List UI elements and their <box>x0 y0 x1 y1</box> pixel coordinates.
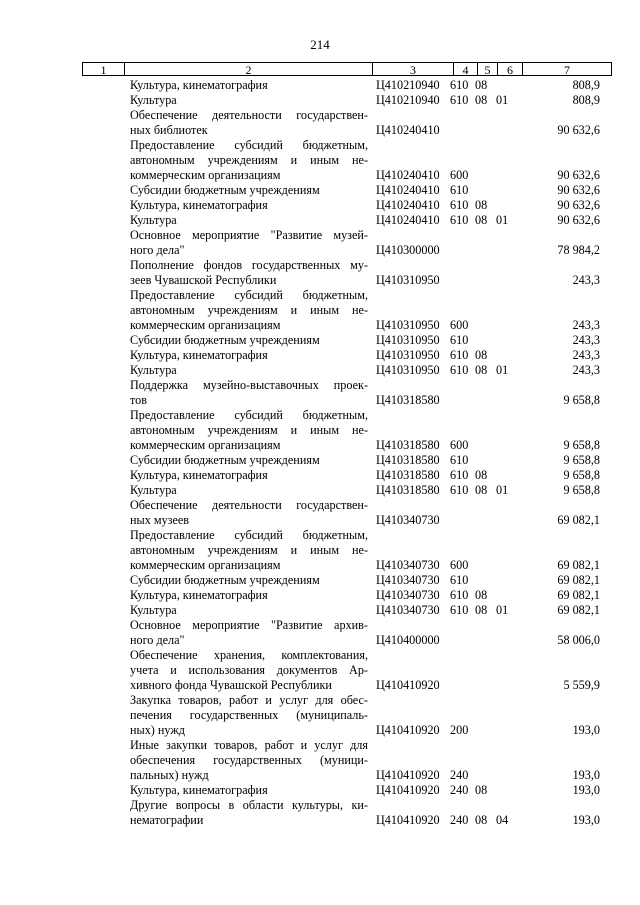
header-col-7: 7 <box>564 63 570 77</box>
row-col-6: 01 <box>496 363 509 377</box>
table-row <box>82 183 612 198</box>
row-code: Ц410410920 <box>376 783 440 797</box>
row-name-line: автономным учреждениям и иным не- <box>130 423 368 437</box>
row-sum: 5 559,9 <box>563 678 600 692</box>
row-sum: 58 006,0 <box>557 633 600 647</box>
row-col-5: 08 <box>475 78 488 92</box>
row-col-5: 08 <box>475 363 488 377</box>
row-code: Ц410318580 <box>376 483 440 497</box>
row-name-line: зеев Чувашской Республики <box>130 273 277 287</box>
row-col-4: 610 <box>450 198 469 212</box>
table-row <box>82 258 612 288</box>
row-name-line: ных) нужд <box>130 723 185 737</box>
row-sum: 9 658,8 <box>563 453 600 467</box>
row-name <box>130 648 368 693</box>
row-sum: 69 082,1 <box>557 558 600 572</box>
row-col-5: 08 <box>475 348 488 362</box>
row-name-line: ного дела" <box>130 633 185 647</box>
row-col-4: 610 <box>450 483 469 497</box>
row-name <box>130 528 368 573</box>
row-col-6: 01 <box>496 483 509 497</box>
row-name <box>130 498 368 528</box>
row-col-4: 610 <box>450 363 469 377</box>
table-row <box>82 333 612 348</box>
row-sum: 9 658,8 <box>563 483 600 497</box>
row-sum: 193,0 <box>572 723 600 737</box>
row-sum: 243,3 <box>572 333 600 347</box>
table-row <box>82 648 612 693</box>
table-row <box>82 783 612 798</box>
row-name-line: коммерческим организациям <box>130 438 281 452</box>
row-sum: 243,3 <box>572 273 600 287</box>
row-name-line: Другие вопросы в области культуры, ки- <box>130 798 368 812</box>
table-row <box>82 138 612 183</box>
row-name-line: ных библиотек <box>130 123 208 137</box>
row-code: Ц410300000 <box>376 243 440 257</box>
row-name-line: Поддержка музейно-выставочных проек- <box>130 378 368 392</box>
row-sum: 69 082,1 <box>557 603 600 617</box>
table-row <box>82 603 612 618</box>
row-name <box>130 378 368 408</box>
row-name <box>130 453 368 468</box>
row-name-line: коммерческим организациям <box>130 318 281 332</box>
row-name <box>130 138 368 183</box>
row-name-line: Субсидии бюджетным учреждениям <box>130 453 320 467</box>
row-col-4: 240 <box>450 813 469 827</box>
row-sum: 69 082,1 <box>557 513 600 527</box>
row-code: Ц410210940 <box>376 78 440 92</box>
row-name-line: Субсидии бюджетным учреждениям <box>130 183 320 197</box>
row-name-line: Культура <box>130 93 177 107</box>
row-name-line: Обеспечение деятельности государствен- <box>130 498 368 512</box>
row-name-line: Предоставление субсидий бюджетным, <box>130 528 368 542</box>
row-sum: 193,0 <box>572 768 600 782</box>
header-col-6: 6 <box>498 63 523 75</box>
row-name-line: тов <box>130 393 148 407</box>
table-row <box>82 618 612 648</box>
row-name <box>130 213 368 228</box>
row-name-line: автономным учреждениям и иным не- <box>130 303 368 317</box>
row-sum: 69 082,1 <box>557 573 600 587</box>
row-sum: 69 082,1 <box>557 588 600 602</box>
header-col-2: 2 <box>125 63 373 75</box>
row-code: Ц410240410 <box>376 183 440 197</box>
row-sum: 9 658,8 <box>563 468 600 482</box>
table-row <box>82 228 612 258</box>
row-col-4: 610 <box>450 183 469 197</box>
row-name-line: коммерческим организациям <box>130 168 281 182</box>
row-name-line: Обеспечение деятельности государствен- <box>130 108 368 122</box>
row-name-line: печения государственных (муниципаль- <box>130 708 368 722</box>
row-name-line: ного дела" <box>130 243 185 257</box>
row-code: Ц410310950 <box>376 333 440 347</box>
row-col-5: 08 <box>475 213 488 227</box>
row-name <box>130 288 368 333</box>
row-col-5: 08 <box>475 783 488 797</box>
row-name-line: автономным учреждениям и иным не- <box>130 153 368 167</box>
table-row <box>82 798 612 828</box>
row-name-line: учета и использования документов Ар- <box>130 663 368 677</box>
table-row <box>82 378 612 408</box>
row-name <box>130 573 368 588</box>
row-col-6: 04 <box>496 813 509 827</box>
row-col-4: 200 <box>450 723 469 737</box>
row-name <box>130 258 368 288</box>
row-col-4: 610 <box>450 573 469 587</box>
row-name-line: автономным учреждениям и иным не- <box>130 543 368 557</box>
row-col-4: 610 <box>450 213 469 227</box>
row-code: Ц410318580 <box>376 393 440 407</box>
row-col-4: 610 <box>450 78 469 92</box>
row-col-4: 600 <box>450 438 469 452</box>
row-code: Ц410410920 <box>376 723 440 737</box>
row-name-line: Основное мероприятие "Развитие музей- <box>130 228 368 242</box>
row-code: Ц410240410 <box>376 123 440 137</box>
table-body <box>82 78 612 828</box>
row-name <box>130 363 368 378</box>
row-name <box>130 408 368 453</box>
table-row <box>82 573 612 588</box>
row-name-line: обеспечения государственных (муници- <box>130 753 368 767</box>
row-col-4: 600 <box>450 318 469 332</box>
row-name-line: Субсидии бюджетным учреждениям <box>130 333 320 347</box>
row-name-line: Культура <box>130 603 177 617</box>
row-name-line: Пополнение фондов государственных му- <box>130 258 368 272</box>
page-number: 214 <box>310 37 330 52</box>
row-name <box>130 468 368 483</box>
row-col-5: 08 <box>475 813 488 827</box>
table-row <box>82 363 612 378</box>
row-col-4: 610 <box>450 588 469 602</box>
row-name-line: Культура <box>130 363 177 377</box>
row-name-line: Культура <box>130 213 177 227</box>
row-sum: 808,9 <box>572 93 600 107</box>
row-code: Ц410410920 <box>376 813 440 827</box>
row-code: Ц410318580 <box>376 468 440 482</box>
row-col-5: 08 <box>475 93 488 107</box>
header-col-5: 5 <box>478 63 498 75</box>
row-sum: 90 632,6 <box>557 198 600 212</box>
row-code: Ц410210940 <box>376 93 440 107</box>
row-name-line: Предоставление субсидий бюджетным, <box>130 408 368 422</box>
row-code: Ц410340730 <box>376 558 440 572</box>
row-col-6: 01 <box>496 603 509 617</box>
row-col-4: 240 <box>450 768 469 782</box>
row-col-5: 08 <box>475 588 488 602</box>
row-name <box>130 783 368 798</box>
table-row <box>82 738 612 783</box>
row-name-line: Культура, кинематография <box>130 588 268 602</box>
row-name <box>130 603 368 618</box>
row-name-line: Предоставление субсидий бюджетным, <box>130 138 368 152</box>
row-name-line: Закупка товаров, работ и услуг для обес- <box>130 693 368 707</box>
row-sum: 9 658,8 <box>563 393 600 407</box>
row-col-4: 610 <box>450 603 469 617</box>
table-row <box>82 528 612 573</box>
table-row <box>82 78 612 93</box>
row-col-4: 610 <box>450 468 469 482</box>
header-col-3: 3 <box>373 63 454 75</box>
row-sum: 808,9 <box>572 78 600 92</box>
row-sum: 78 984,2 <box>557 243 600 257</box>
row-name-line: Обеспечение хранения, комплектования, <box>130 648 368 662</box>
row-name <box>130 618 368 648</box>
header-col-4: 4 <box>454 63 478 75</box>
row-code: Ц410310950 <box>376 318 440 332</box>
row-col-6: 01 <box>496 213 509 227</box>
row-sum: 243,3 <box>572 318 600 332</box>
row-code: Ц410340730 <box>376 573 440 587</box>
row-name-line: Культура, кинематография <box>130 783 268 797</box>
row-name-line: Субсидии бюджетным учреждениям <box>130 573 320 587</box>
row-sum: 243,3 <box>572 363 600 377</box>
row-name <box>130 483 368 498</box>
row-col-5: 08 <box>475 483 488 497</box>
row-name-line: коммерческим организациям <box>130 558 281 572</box>
row-sum: 193,0 <box>572 783 600 797</box>
row-name <box>130 333 368 348</box>
row-name <box>130 183 368 198</box>
row-name-line: Предоставление субсидий бюджетным, <box>130 288 368 302</box>
table-row <box>82 288 612 333</box>
row-code: Ц410310950 <box>376 348 440 362</box>
row-col-6: 01 <box>496 93 509 107</box>
table-row <box>82 693 612 738</box>
row-code: Ц410400000 <box>376 633 440 647</box>
table-row <box>82 213 612 228</box>
row-name <box>130 108 368 138</box>
table-row <box>82 453 612 468</box>
row-col-4: 240 <box>450 783 469 797</box>
row-sum: 9 658,8 <box>563 438 600 452</box>
table-row <box>82 198 612 213</box>
row-name-line: хивного фонда Чувашской Республики <box>130 678 332 692</box>
row-col-5: 08 <box>475 198 488 212</box>
row-name <box>130 78 368 93</box>
row-col-4: 610 <box>450 93 469 107</box>
row-name-line: пальных) нужд <box>130 768 209 782</box>
row-name <box>130 93 368 108</box>
row-sum: 90 632,6 <box>557 123 600 137</box>
row-col-4: 610 <box>450 348 469 362</box>
row-name-line: Основное мероприятие "Развитие архив- <box>130 618 368 632</box>
row-name <box>130 228 368 258</box>
table-row <box>82 408 612 453</box>
row-name <box>130 738 368 783</box>
row-code: Ц410240410 <box>376 168 440 182</box>
row-col-4: 600 <box>450 558 469 572</box>
table-row <box>82 93 612 108</box>
row-code: Ц410340730 <box>376 588 440 602</box>
row-name-line: Культура, кинематография <box>130 78 268 92</box>
row-sum: 90 632,6 <box>557 183 600 197</box>
row-col-4: 600 <box>450 168 469 182</box>
row-code: Ц410410920 <box>376 768 440 782</box>
row-code: Ц410310950 <box>376 273 440 287</box>
row-name <box>130 798 368 828</box>
row-code: Ц410240410 <box>376 213 440 227</box>
row-code: Ц410410920 <box>376 678 440 692</box>
row-code: Ц410318580 <box>376 438 440 452</box>
row-name-line: Культура, кинематография <box>130 468 268 482</box>
row-sum: 90 632,6 <box>557 168 600 182</box>
table-row <box>82 108 612 138</box>
row-sum: 90 632,6 <box>557 213 600 227</box>
row-col-4: 610 <box>450 453 469 467</box>
row-code: Ц410240410 <box>376 198 440 212</box>
row-name-line: ных музеев <box>130 513 190 527</box>
table-header <box>82 62 612 76</box>
row-name-line: Культура, кинематография <box>130 348 268 362</box>
table-row <box>82 498 612 528</box>
row-name <box>130 348 368 363</box>
row-name-line: Культура <box>130 483 177 497</box>
row-name-line: нематографии <box>130 813 204 827</box>
row-col-5: 08 <box>475 603 488 617</box>
table-row <box>82 483 612 498</box>
row-name-line: Культура, кинематография <box>130 198 268 212</box>
header-col-1: 1 <box>83 63 125 75</box>
row-code: Ц410310950 <box>376 363 440 377</box>
row-col-5: 08 <box>475 468 488 482</box>
row-sum: 193,0 <box>572 813 600 827</box>
row-name <box>130 198 368 213</box>
table-row <box>82 588 612 603</box>
row-sum: 243,3 <box>572 348 600 362</box>
table-row <box>82 468 612 483</box>
row-code: Ц410318580 <box>376 453 440 467</box>
row-code: Ц410340730 <box>376 513 440 527</box>
row-code: Ц410340730 <box>376 603 440 617</box>
row-name <box>130 588 368 603</box>
row-name-line: Иные закупки товаров, работ и услуг для <box>130 738 368 752</box>
row-name <box>130 693 368 738</box>
table-row <box>82 348 612 363</box>
row-col-4: 610 <box>450 333 469 347</box>
